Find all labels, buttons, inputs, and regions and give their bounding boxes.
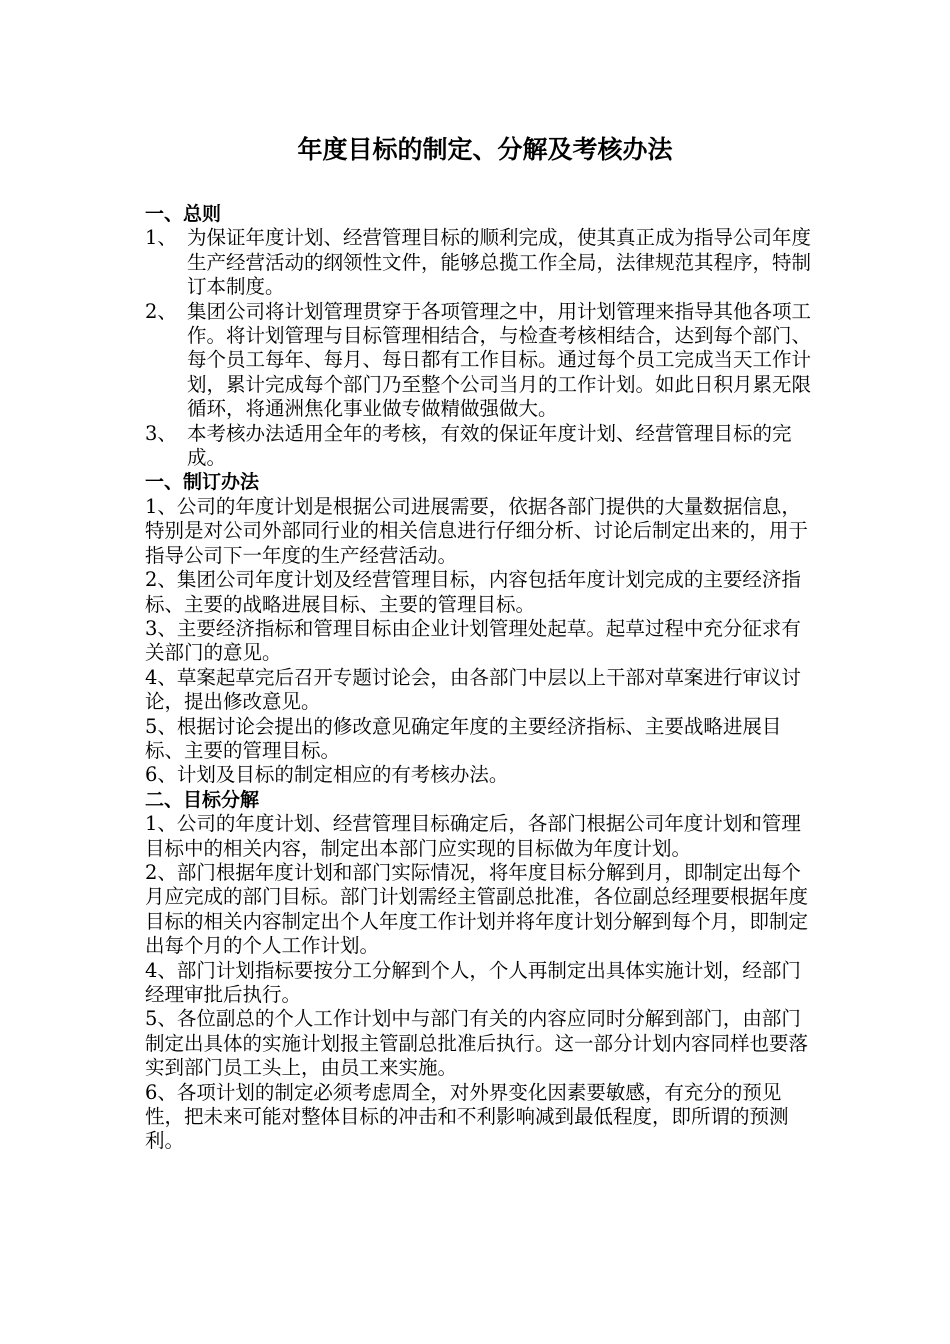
paragraph: 6、计划及目标的制定相应的有考核办法。 [145, 763, 509, 787]
list-item [145, 422, 820, 471]
section-general [145, 202, 820, 470]
item-text: 为保证年度计划、经营管理目标的顺利完成，使其真正成为指导公司年度生产经营活动的纲领性文件，能够总揽工作全局，法律规范其程序，特制订本制度。 [187, 226, 812, 299]
item-text: 集团公司将计划管理贯穿于各项管理之中，用计划管理来指导其他各项工作。将计划管理与目标管理相结合，与检查考核相结合，达到每个部门、每个员工每年、每月、每日都有工作目标。通过每个员工完成当天工作计划，累计完成每个部门乃至整个公司当月的工作计划。如此日积月累无限循环，将通洲焦化事业做专做精做强做大。 [187, 299, 812, 421]
paragraph: 2、集团公司年度计划及经营管理目标，内容包括年度计划完成的主要经济指标、主要的战略进展目标、主要的管理目标。 [145, 568, 801, 616]
list-item [145, 300, 820, 422]
section-formulation [145, 470, 820, 787]
section-decomposition [145, 788, 820, 1154]
paragraph: 6、各项计划的制定必须考虑周全，对外界变化因素要敏感，有充分的预见性，把未来可能对整体目标的冲击和不利影响减到最低程度，即所谓的预测利。 [145, 1080, 789, 1153]
item-number: 3、 [145, 421, 177, 445]
paragraph: 5、各位副总的个人工作计划中与部门有关的内容应同时分解到部门，由部门制定出具体的实施计划报主管副总批准后执行。这一部分计划内容同样也要落实到部门员工头上，由员工来实施。 [145, 1007, 809, 1080]
section-heading: 一、制订办法 [145, 471, 260, 494]
item-number: 2、 [145, 299, 177, 323]
paragraph: 4、草案起草完后召开专题讨论会，由各部门中层以上干部对草案进行审议讨论，提出修改意见。 [145, 665, 801, 714]
paragraph: 1、公司的年度计划是根据公司进展需要，依据各部门提供的大量数据信息，特别是对公司外部同行业的相关信息进行仔细分析、讨论后制定出来的，用于指导公司下一年度的生产经营活动。 [145, 494, 809, 567]
item-number: 1、 [145, 226, 177, 250]
paragraph: 3、主要经济指标和管理目标由企业计划管理处起草。起草过程中充分征求有关部门的意见。 [145, 616, 801, 665]
section-heading: 一、总则 [145, 203, 222, 225]
list-item [145, 226, 820, 299]
item-text: 本考核办法适用全年的考核，有效的保证年度计划、经营管理目标的完成。 [187, 421, 792, 470]
paragraph: 5、根据讨论会提出的修改意见确定年度的主要经济指标、主要战略进展目标、主要的管理目标。 [145, 714, 782, 762]
paragraph: 2、部门根据年度计划和部门实际情况，将年度目标分解到月，即制定出每个月应完成的部门目标。部门计划需经主管副总批准，各位副总经理要根据年度目标的相关内容制定出个人年度工作计划并将年度计划分解到每个月，即制定出每个月的个人工作计划。 [145, 860, 809, 958]
document-title: 年度目标的制定、分解及考核办法 [297, 135, 673, 164]
paragraph: 4、部门计划指标要按分工分解到个人，个人再制定出具体实施计划，经部门经理审批后执行。 [145, 958, 801, 1006]
paragraph: 1、公司的年度计划、经营管理目标确定后，各部门根据公司年度计划和管理目标中的相关内容，制定出本部门应实现的目标做为年度计划。 [145, 812, 801, 860]
section-heading: 二、目标分解 [145, 788, 260, 811]
